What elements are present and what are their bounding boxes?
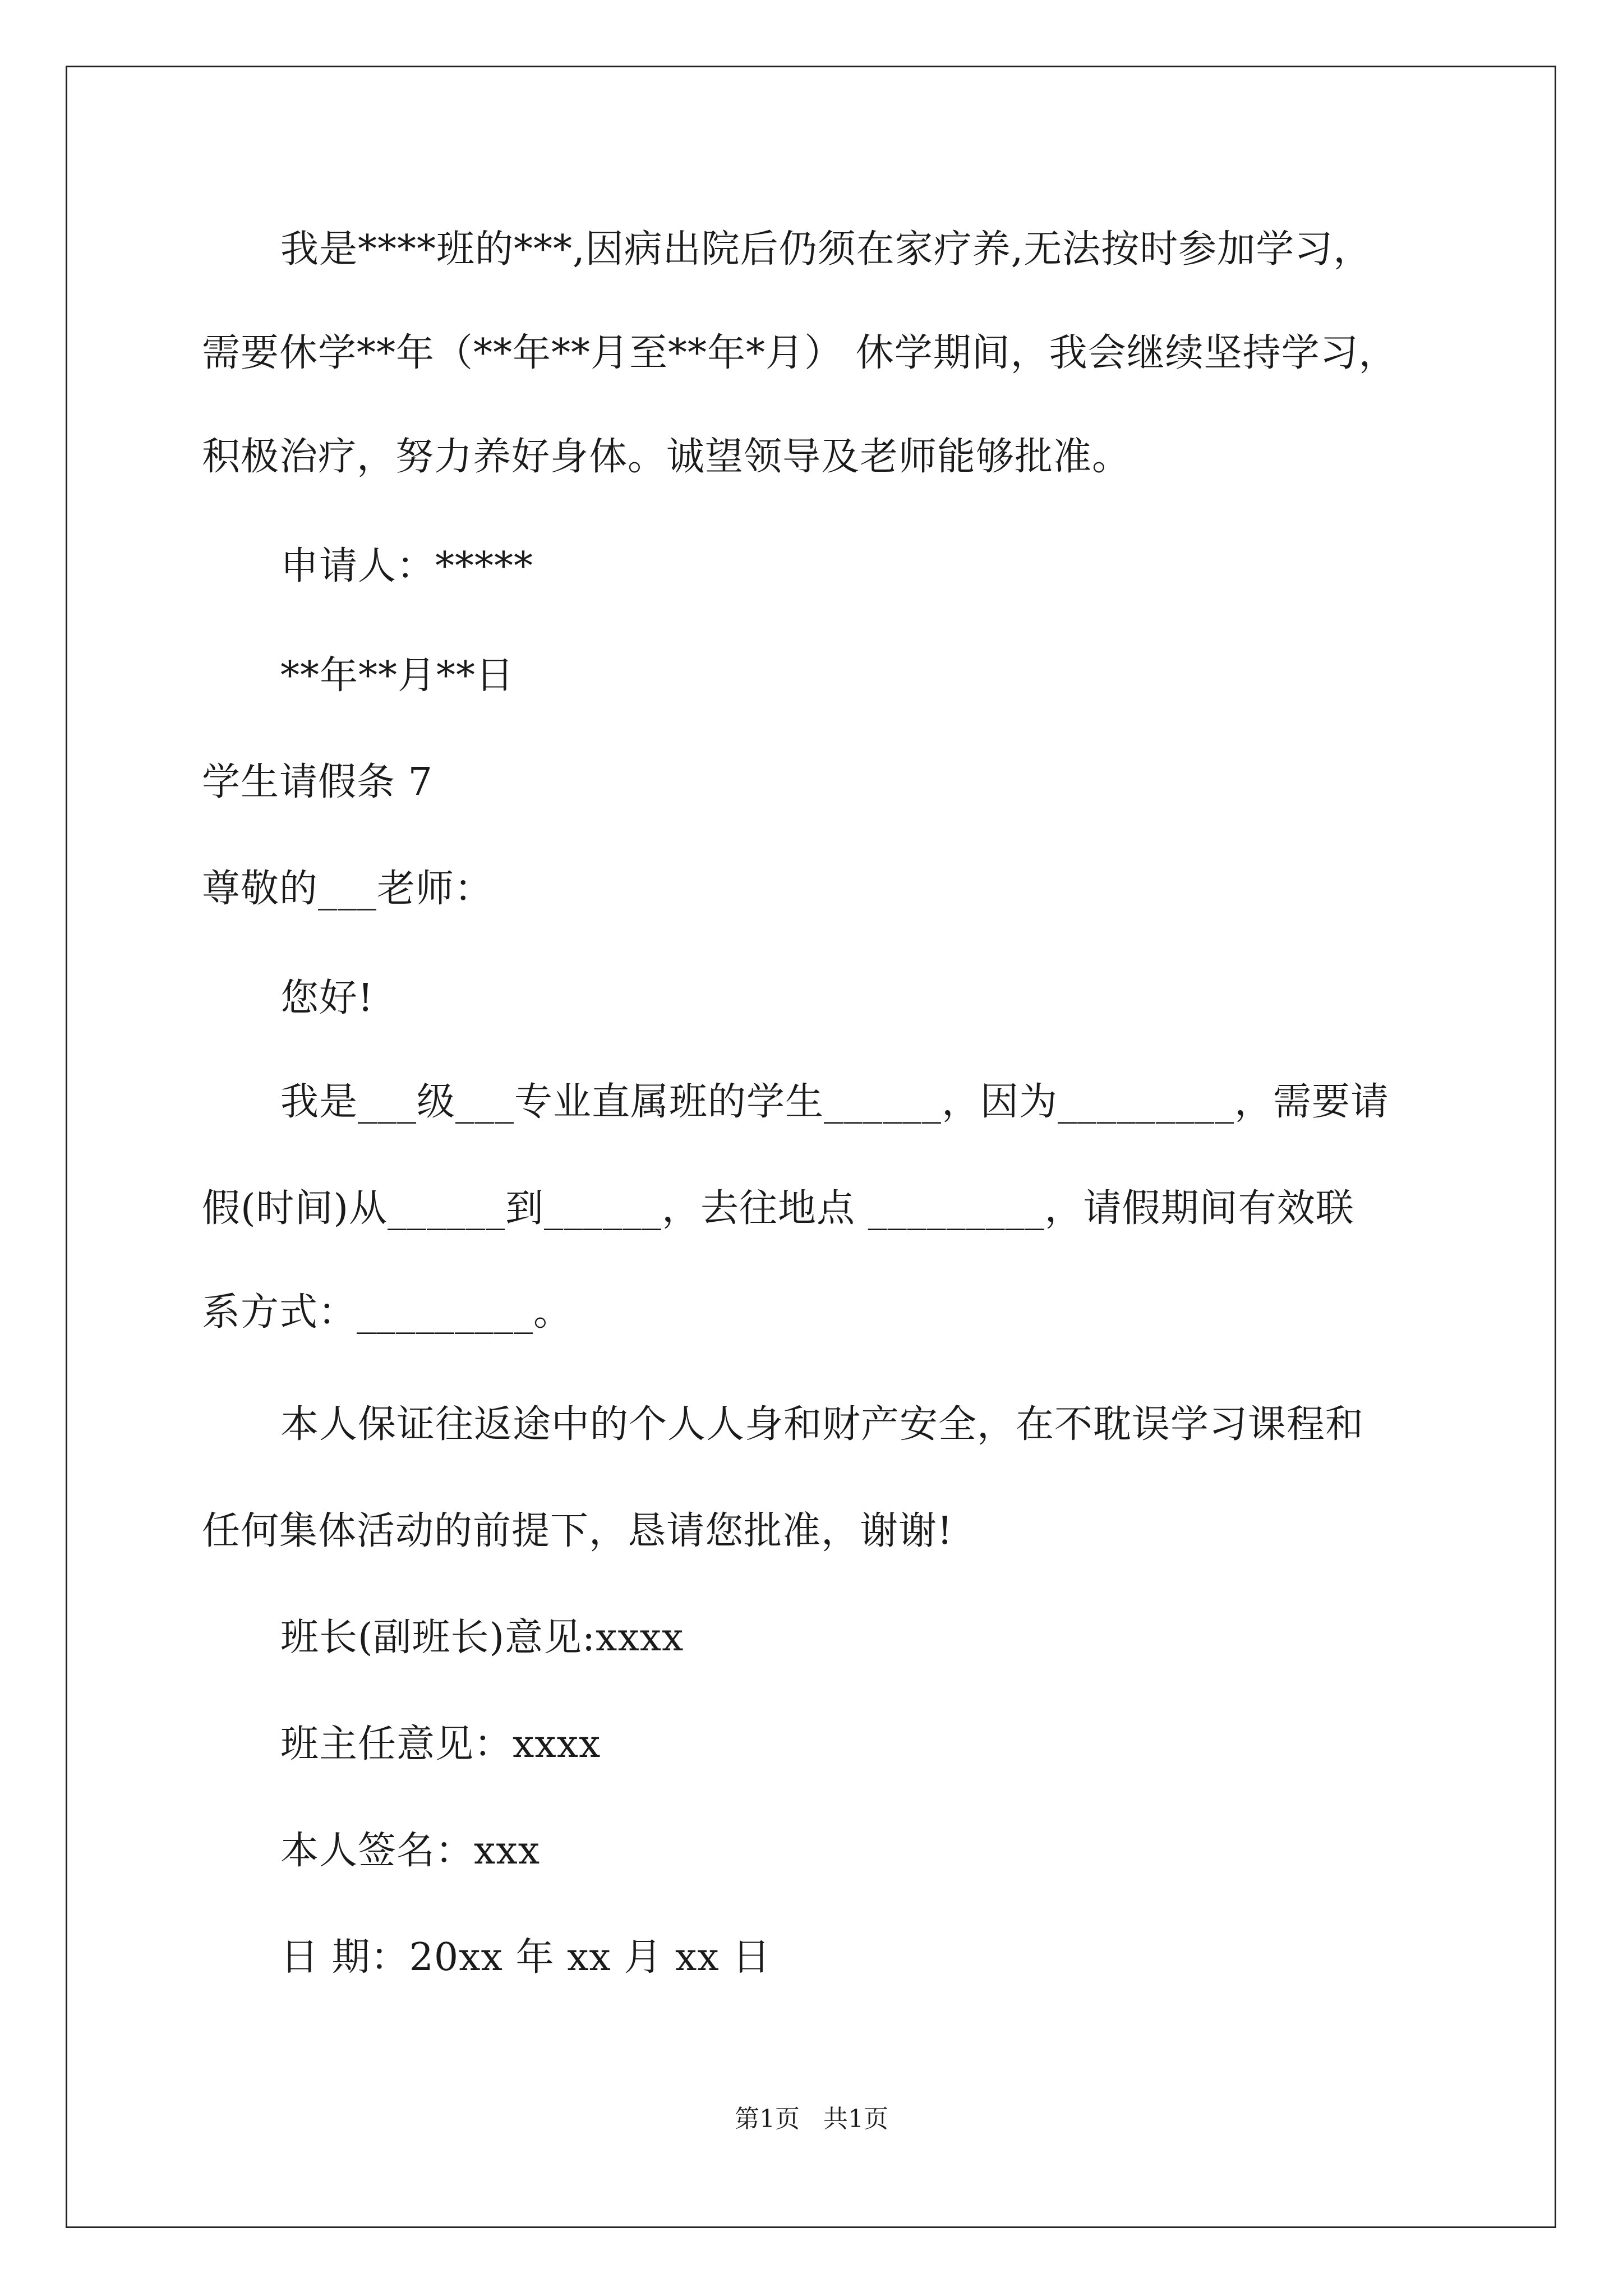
- greeting: 您好!: [280, 976, 374, 1020]
- section-title: 学生请假条 7: [202, 760, 433, 804]
- paragraph-line: 系方式：_________。: [202, 1290, 573, 1335]
- paragraph-line: 假(时间)从______到______，去往地点 _________，请假期间有效联: [202, 1186, 1354, 1231]
- page-border: [66, 66, 1556, 2228]
- applicant-line: 申请人：*****: [280, 544, 534, 588]
- paragraph-line: 我是___级___专业直属班的学生______，因为_________，需要请: [280, 1080, 1390, 1124]
- paragraph-line: 任何集体活动的前提下，恳请您批准，谢谢!: [202, 1509, 953, 1553]
- date-line: **年**月**日: [280, 654, 515, 698]
- teacher-opinion: 班主任意见：xxxx: [280, 1722, 601, 1766]
- paragraph-line: 需要休学**年（**年**月至**年*月） 休学期间，我会继续坚持学习，: [202, 331, 1398, 375]
- page-footer: 第1页 共1页: [735, 2105, 888, 2133]
- date-field: 日 期：20xx 年 xx 月 xx 日: [280, 1935, 771, 1980]
- paragraph-line: 积极治疗，努力养好身体。诚望领导及老师能够批准。: [202, 435, 1131, 479]
- monitor-opinion: 班长(副班长)意见:xxxx: [280, 1616, 684, 1660]
- paragraph-line: 我是****班的***,因病出院后仍须在家疗养,无法按时参加学习，: [280, 227, 1372, 272]
- paragraph-line: 本人保证往返途中的个人人身和财产安全，在不耽误学习课程和: [280, 1402, 1364, 1447]
- signature-line: 本人签名：xxx: [280, 1829, 541, 1873]
- salutation: 尊敬的___老师：: [202, 867, 494, 911]
